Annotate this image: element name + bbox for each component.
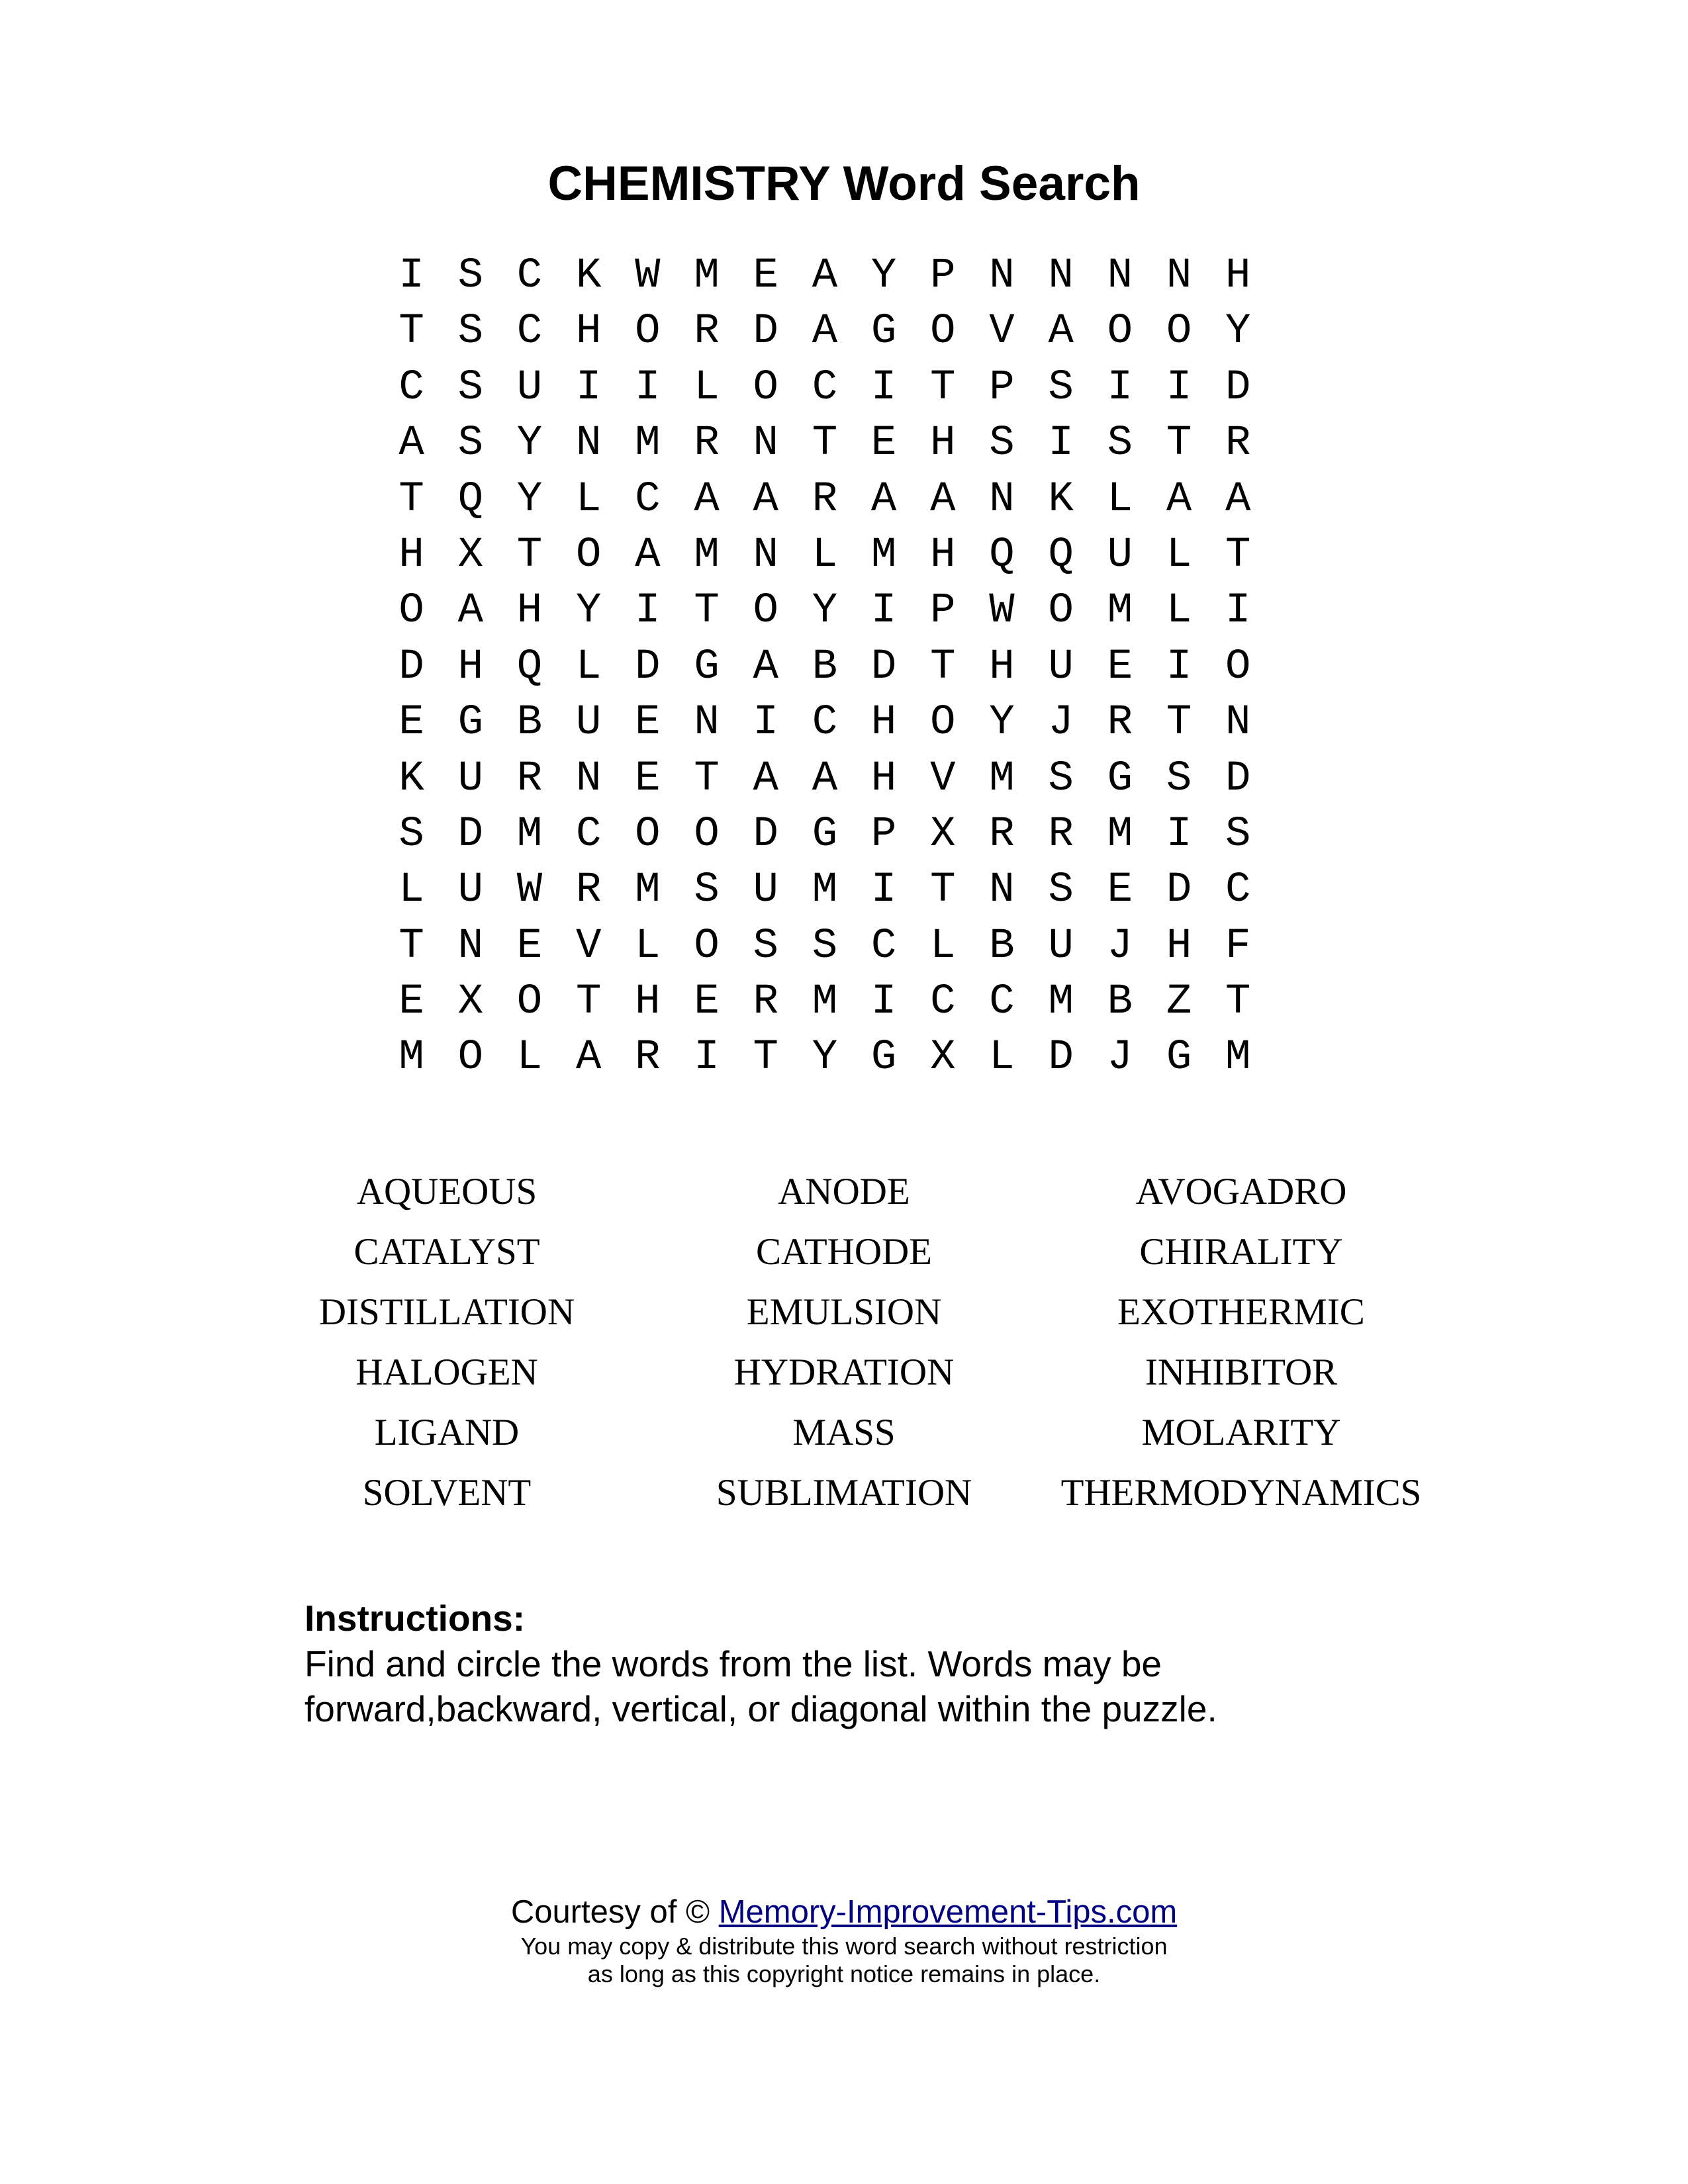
grid-cell: A [694, 475, 720, 523]
grid-cell: M [516, 810, 543, 858]
grid-cell: T [1166, 420, 1192, 468]
grid-cell: R [516, 754, 543, 803]
grid-cell: U [575, 699, 602, 747]
grid-cell: I [1166, 643, 1192, 691]
grid-cell: R [989, 810, 1015, 858]
grid-cell: A [812, 252, 838, 300]
grid-cell: O [457, 1034, 483, 1082]
word-list-item: HALOGEN [355, 1351, 538, 1393]
grid-cell: R [753, 978, 778, 1026]
grid-cell: A [812, 754, 838, 803]
grid-cell: V [930, 754, 956, 803]
grid-cell: G [457, 699, 483, 747]
grid-cell: O [930, 308, 956, 356]
word-list-row [0, 1161, 1688, 1222]
grid-cell: E [399, 978, 424, 1026]
grid-cell: D [399, 643, 424, 691]
grid-cell: L [575, 475, 602, 523]
grid-cell: N [694, 699, 720, 747]
grid-cell: T [694, 754, 720, 803]
grid-cell: O [1048, 587, 1074, 635]
grid-cell: M [812, 866, 838, 915]
grid-cell: N [1225, 699, 1251, 747]
grid-cell: O [1166, 308, 1192, 356]
grid-cell: S [1048, 363, 1074, 412]
courtesy-line [0, 1891, 1688, 1933]
grid-cell: K [575, 252, 602, 300]
grid-cell: Q [989, 531, 1015, 579]
grid-cell: I [635, 587, 661, 635]
grid-cell: T [930, 643, 956, 691]
word-list [0, 1161, 1688, 1523]
grid-cell: O [399, 587, 424, 635]
grid-cell: L [635, 922, 661, 970]
grid-cell: Y [516, 420, 543, 468]
grid-cell: E [635, 754, 661, 803]
grid-cell: I [1225, 587, 1251, 635]
grid-cell: C [930, 978, 956, 1026]
grid-cell: I [870, 978, 897, 1026]
grid-cell: P [989, 363, 1015, 412]
word-list-row [0, 1463, 1688, 1523]
grid-cell: X [930, 1034, 956, 1082]
grid-cell: Y [812, 1034, 838, 1082]
grid-cell: S [1107, 420, 1133, 468]
grid-cell: E [1107, 643, 1133, 691]
copyright-notice-line-1: You may copy & distribute this word search without restriction [520, 1933, 1168, 1960]
word-list-item: MASS [792, 1412, 896, 1453]
grid-cell: N [575, 754, 602, 803]
grid-cell: H [989, 643, 1015, 691]
grid-cell: O [635, 810, 661, 858]
grid-cell: S [399, 810, 424, 858]
grid-cell: S [1048, 866, 1074, 915]
grid-cell: M [1225, 1034, 1251, 1082]
grid-cell: M [870, 531, 897, 579]
grid-cell: G [812, 810, 838, 858]
grid-cell: W [989, 587, 1015, 635]
grid-cell: S [812, 922, 838, 970]
grid-cell: H [930, 420, 956, 468]
word-list-item: CATHODE [756, 1231, 932, 1273]
grid-cell: H [930, 531, 956, 579]
word-list-item: INHIBITOR [1145, 1351, 1338, 1393]
grid-cell: A [753, 643, 778, 691]
grid-cell: Y [812, 587, 838, 635]
word-list-row [0, 1402, 1688, 1463]
word-list-item: HYDRATION [733, 1351, 955, 1393]
grid-cell: W [635, 252, 661, 300]
grid-cell: L [575, 643, 602, 691]
copyright-notice-line-2: as long as this copyright notice remains in place. [587, 1960, 1101, 1987]
grid-cell: H [870, 754, 897, 803]
grid-cell: A [575, 1034, 602, 1082]
grid-cell: L [1166, 531, 1192, 579]
instructions [305, 1595, 1496, 1731]
grid-cell: A [753, 754, 778, 803]
page-title: CHEMISTRY Word Search [547, 157, 1141, 210]
grid-cell: T [930, 866, 956, 915]
grid-cell: W [516, 866, 543, 915]
grid-cell: G [870, 1034, 897, 1082]
grid-cell: Y [989, 699, 1015, 747]
grid-cell: G [694, 643, 720, 691]
grid-cell: I [575, 363, 602, 412]
grid-cell: O [753, 363, 778, 412]
grid-cell: T [1225, 531, 1251, 579]
grid-cell: O [694, 810, 720, 858]
grid-cell: J [1048, 699, 1074, 747]
grid-cell: N [989, 252, 1015, 300]
grid-cell: S [1048, 754, 1074, 803]
grid-cell: D [753, 810, 778, 858]
grid-cell: P [870, 810, 897, 858]
grid-cell: R [1225, 420, 1251, 468]
grid-cell: C [989, 978, 1015, 1026]
word-list-item: LIGAND [374, 1412, 520, 1453]
grid-cell: H [635, 978, 661, 1026]
grid-cell: I [870, 587, 897, 635]
grid-cell: R [694, 308, 720, 356]
grid-cell: J [1107, 1034, 1133, 1082]
grid-cell: I [399, 252, 424, 300]
word-list-item: ANODE [778, 1171, 910, 1212]
grid-cell: S [457, 252, 483, 300]
grid-cell: D [1166, 866, 1192, 915]
grid-cell: K [399, 754, 424, 803]
grid-cell: U [1048, 643, 1074, 691]
grid-cell: D [457, 810, 483, 858]
grid-cell: A [753, 475, 778, 523]
grid-cell: N [575, 420, 602, 468]
word-list-item: CATALYST [353, 1231, 540, 1273]
grid-cell: E [516, 922, 543, 970]
grid-cell: R [575, 866, 602, 915]
grid-cell: T [930, 363, 956, 412]
grid-cell: O [753, 587, 778, 635]
word-list-item: MOLARITY [1141, 1412, 1341, 1453]
grid-cell: M [989, 754, 1015, 803]
courtesy-prefix: Courtesy of © [510, 1894, 719, 1930]
grid-cell: E [399, 699, 424, 747]
grid-cell: E [753, 252, 778, 300]
grid-cell: N [989, 866, 1015, 915]
grid-cell: C [516, 308, 543, 356]
grid-cell: N [753, 420, 778, 468]
word-list-item: SOLVENT [362, 1472, 532, 1514]
grid-cell: D [1048, 1034, 1074, 1082]
grid-cell: L [930, 922, 956, 970]
grid-cell: U [516, 363, 543, 412]
grid-cell: U [1107, 531, 1133, 579]
grid-cell: X [457, 531, 483, 579]
grid-cell: N [989, 475, 1015, 523]
grid-cell: S [457, 363, 483, 412]
grid-cell: D [635, 643, 661, 691]
grid-cell: D [753, 308, 778, 356]
grid-cell: R [812, 475, 838, 523]
grid-cell: A [930, 475, 956, 523]
grid-cell: L [1166, 587, 1192, 635]
grid-cell: B [516, 699, 543, 747]
grid-cell: I [694, 1034, 720, 1082]
grid-cell: O [1107, 308, 1133, 356]
grid-cell: A [870, 475, 897, 523]
grid-cell: U [457, 866, 483, 915]
grid-cell: S [457, 420, 483, 468]
grid-cell: N [1107, 252, 1133, 300]
grid-cell: C [516, 252, 543, 300]
grid-cell: E [694, 978, 720, 1026]
grid-cell: I [1107, 363, 1133, 412]
grid-cell: T [694, 587, 720, 635]
grid-cell: D [1225, 363, 1251, 412]
grid-cell: S [989, 420, 1015, 468]
grid-cell: H [575, 308, 602, 356]
grid-cell: E [635, 699, 661, 747]
grid-cell: M [1048, 978, 1074, 1026]
grid-cell: S [753, 922, 778, 970]
grid-cell: B [812, 643, 838, 691]
letter-grid [382, 248, 1268, 1086]
grid-cell: U [753, 866, 778, 915]
word-list-item: CHIRALITY [1139, 1231, 1343, 1273]
grid-cell: T [399, 475, 424, 523]
grid-cell: I [1048, 420, 1074, 468]
grid-cell: A [399, 420, 424, 468]
word-list-row [0, 1222, 1688, 1282]
grid-cell: G [870, 308, 897, 356]
grid-cell: L [516, 1034, 543, 1082]
grid-cell: V [575, 922, 602, 970]
grid-cell: M [1107, 587, 1133, 635]
grid-cell: C [399, 363, 424, 412]
word-list-item: DISTILLATION [318, 1291, 575, 1333]
grid-cell: H [457, 643, 483, 691]
grid-cell: T [516, 531, 543, 579]
grid-cell: H [399, 531, 424, 579]
grid-cell: T [399, 922, 424, 970]
grid-cell: I [753, 699, 778, 747]
grid-cell: N [1048, 252, 1074, 300]
grid-cell: I [1166, 810, 1192, 858]
grid-cell: A [1166, 475, 1192, 523]
grid-cell: L [1107, 475, 1133, 523]
grid-cell: X [930, 810, 956, 858]
word-list-item: AQUEOUS [356, 1171, 538, 1212]
footer [0, 1891, 1688, 1988]
grid-cell: C [812, 699, 838, 747]
grid-cell: A [457, 587, 483, 635]
grid-cell: L [812, 531, 838, 579]
grid-cell: C [870, 922, 897, 970]
grid-cell: R [1107, 699, 1133, 747]
grid-cell: P [930, 587, 956, 635]
grid-cell: I [870, 866, 897, 915]
grid-cell: T [1225, 978, 1251, 1026]
grid-cell: I [635, 363, 661, 412]
grid-cell: P [930, 252, 956, 300]
grid-cell: S [694, 866, 720, 915]
grid-cell: O [1225, 643, 1251, 691]
grid-cell: Y [516, 475, 543, 523]
grid-cell: Y [870, 252, 897, 300]
grid-cell: Q [457, 475, 483, 523]
grid-cell: N [1166, 252, 1192, 300]
grid-cell: E [870, 420, 897, 468]
grid-cell: K [1048, 475, 1074, 523]
grid-cell: R [635, 1034, 661, 1082]
grid-cell: T [399, 308, 424, 356]
grid-cell: H [1166, 922, 1192, 970]
grid-cell: G [1107, 754, 1133, 803]
grid-cell: J [1107, 922, 1133, 970]
grid-cell: T [812, 420, 838, 468]
grid-cell: A [812, 308, 838, 356]
grid-cell: A [1048, 308, 1074, 356]
grid-cell: H [870, 699, 897, 747]
grid-cell: A [1225, 475, 1251, 523]
grid-cell: X [457, 978, 483, 1026]
grid-cell: Y [1225, 308, 1251, 356]
grid-cell: I [870, 363, 897, 412]
grid-cell: M [399, 1034, 424, 1082]
grid-cell: Z [1166, 978, 1192, 1026]
grid-cell: S [1166, 754, 1192, 803]
grid-cell: S [1225, 810, 1251, 858]
grid-cell: T [575, 978, 602, 1026]
word-list-row [0, 1342, 1688, 1402]
grid-cell: N [457, 922, 483, 970]
grid-cell: C [575, 810, 602, 858]
word-list-item: EXOTHERMIC [1117, 1291, 1365, 1333]
grid-cell: M [635, 866, 661, 915]
grid-cell: V [989, 308, 1015, 356]
grid-cell: H [1225, 252, 1251, 300]
grid-cell: O [575, 531, 602, 579]
grid-cell: O [516, 978, 543, 1026]
grid-cell: L [989, 1034, 1015, 1082]
grid-cell: T [753, 1034, 778, 1082]
grid-cell: U [1048, 922, 1074, 970]
grid-cell: M [812, 978, 838, 1026]
grid-cell: B [989, 922, 1015, 970]
grid-cell: C [635, 475, 661, 523]
word-list-item: SUBLIMATION [716, 1472, 972, 1514]
grid-cell: E [1107, 866, 1133, 915]
grid-cell: G [1166, 1034, 1192, 1082]
grid-cell: R [1048, 810, 1074, 858]
instructions-line-1: Find and circle the words from the list. Words may be [305, 1643, 1162, 1684]
grid-cell: T [1166, 699, 1192, 747]
grid-cell: R [694, 420, 720, 468]
grid-cell: U [457, 754, 483, 803]
website-link[interactable]: Memory-Improvement-Tips.com [718, 1894, 1178, 1930]
grid-cell: S [457, 308, 483, 356]
grid-cell: L [399, 866, 424, 915]
grid-cell: Y [575, 587, 602, 635]
grid-cell: O [930, 699, 956, 747]
grid-cell: D [1225, 754, 1251, 803]
grid-cell: H [516, 587, 543, 635]
grid-cell: A [635, 531, 661, 579]
grid-cell: M [1107, 810, 1133, 858]
grid-cell: M [635, 420, 661, 468]
word-list-row [0, 1282, 1688, 1342]
grid-cell: D [870, 643, 897, 691]
grid-cell: O [635, 308, 661, 356]
instructions-line-2: forward,backward, vertical, or diagonal within the puzzle. [305, 1688, 1217, 1729]
grid-cell: M [694, 252, 720, 300]
grid-cell: B [1107, 978, 1133, 1026]
grid-cell: N [753, 531, 778, 579]
word-list-item: AVOGADRO [1135, 1171, 1347, 1212]
instructions-heading: Instructions: [305, 1598, 526, 1639]
grid-cell: C [1225, 866, 1251, 915]
word-list-item: EMULSION [746, 1291, 942, 1333]
grid-cell: O [694, 922, 720, 970]
word-list-item: THERMODYNAMICS [1060, 1472, 1422, 1514]
grid-cell: Q [1048, 531, 1074, 579]
grid-cell: F [1225, 922, 1251, 970]
grid-cell: L [694, 363, 720, 412]
grid-cell: M [694, 531, 720, 579]
grid-cell: I [1166, 363, 1192, 412]
grid-cell: Q [516, 643, 543, 691]
grid-cell: C [812, 363, 838, 412]
